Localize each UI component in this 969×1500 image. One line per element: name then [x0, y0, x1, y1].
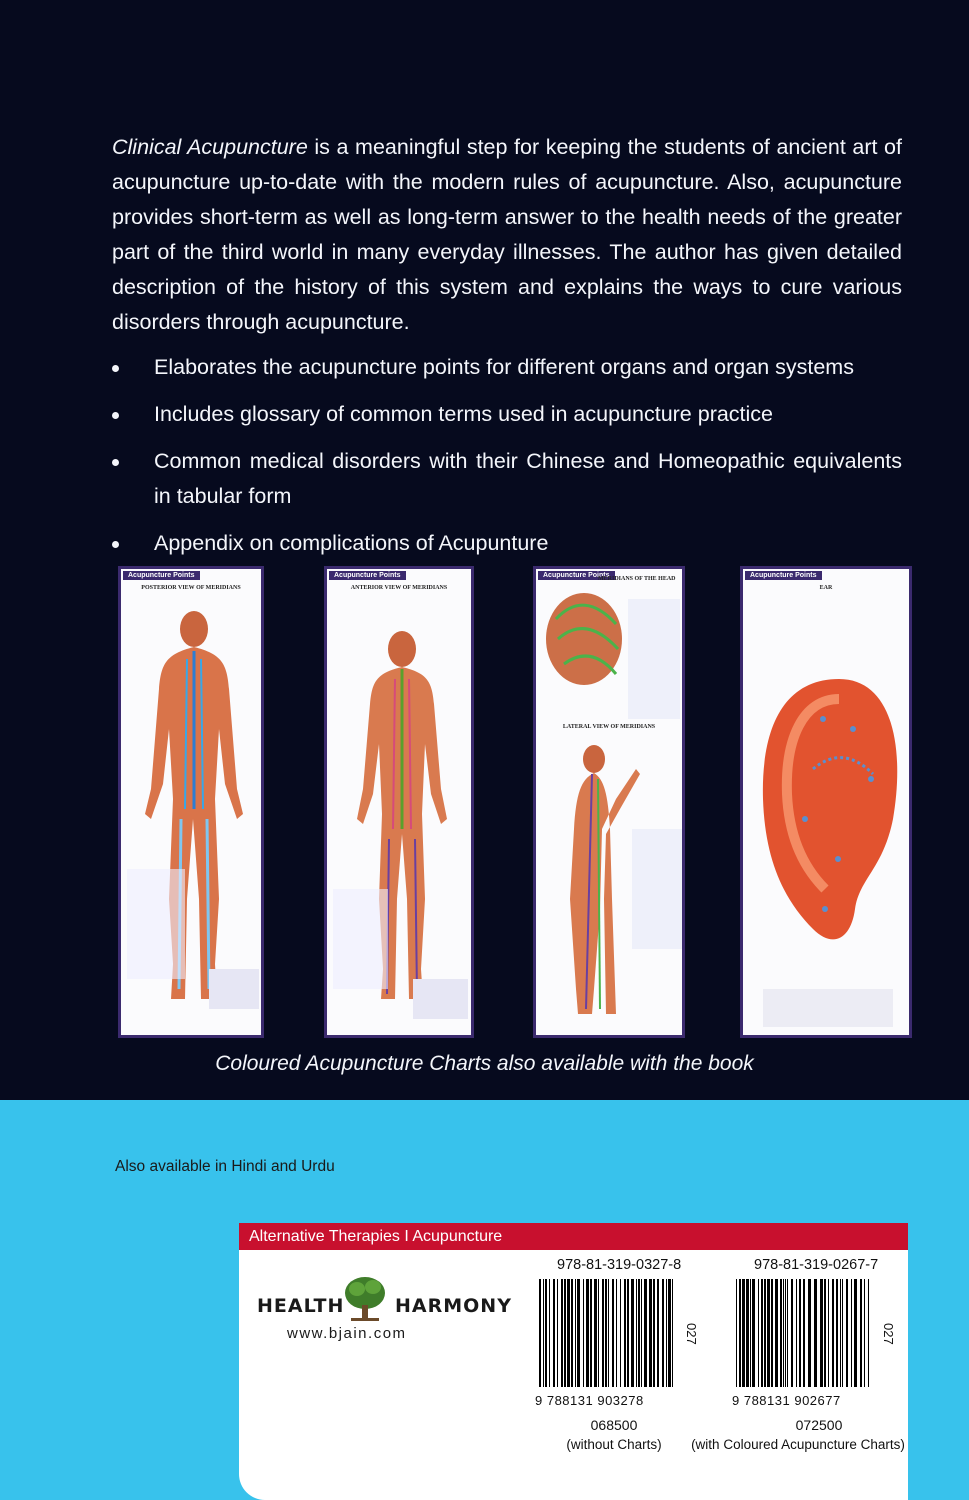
barcode-bar — [543, 1279, 544, 1387]
barcode-bar — [638, 1279, 640, 1387]
barcode-bar — [746, 1279, 749, 1387]
barcode-bar — [814, 1279, 817, 1387]
list-item — [110, 444, 902, 514]
barcode-bar — [752, 1279, 755, 1387]
feature-text: Includes glossary of common terms used in acupuncture practice — [154, 402, 774, 426]
book-title-italic: Clinical Acupuncture — [112, 135, 308, 159]
barcode-bar — [836, 1279, 838, 1387]
barcode-bar — [672, 1279, 673, 1387]
tree-icon — [343, 1275, 387, 1323]
barcode-bar — [820, 1279, 823, 1387]
barcode-bar — [553, 1279, 555, 1387]
barcode-bar — [868, 1279, 869, 1387]
publisher-word-harmony: HARMONY — [395, 1295, 512, 1317]
barcode-bar — [775, 1279, 778, 1387]
barcode-bar — [561, 1279, 563, 1387]
barcode-panel — [239, 1223, 908, 1500]
barcode-bar — [577, 1279, 580, 1387]
barcode-with-charts — [734, 1279, 874, 1389]
barcode-bar — [616, 1279, 617, 1387]
barcode-bar — [575, 1279, 576, 1387]
chart-anterior-view — [324, 566, 474, 1038]
barcode-bar — [549, 1279, 550, 1387]
barcode-bar — [666, 1279, 667, 1387]
bullet-icon — [112, 541, 119, 548]
edition-note: (with Coloured Acupuncture Charts) — [691, 1437, 905, 1452]
barcode-bar — [545, 1279, 547, 1387]
barcode-bar — [571, 1279, 573, 1387]
barcode-bar — [799, 1279, 801, 1387]
barcode-bar — [796, 1279, 797, 1387]
barcode-bar — [828, 1279, 829, 1387]
chart-subtitle: MERIDIANS OF THE HEAD — [598, 576, 676, 582]
barcode-bar — [846, 1279, 848, 1387]
barcode-bar — [736, 1279, 737, 1387]
barcode-bar — [564, 1279, 566, 1387]
barcode-bar — [662, 1279, 664, 1387]
category-bar: Alternative Therapies I Acupuncture — [239, 1223, 908, 1250]
isbn-label: 978-81-319-0327-8 — [557, 1257, 682, 1273]
isbn-label: 978-81-319-0267-7 — [754, 1257, 879, 1273]
barcode-bar — [767, 1279, 770, 1387]
chart-subtitle: ANTERIOR VIEW OF MERIDIANS — [350, 585, 448, 591]
barcode-bar — [583, 1279, 584, 1387]
barcode-bar — [764, 1279, 766, 1387]
barcode-bar — [608, 1279, 609, 1387]
barcode-bar — [785, 1279, 786, 1387]
barcode-digits: 9 788131 902677 — [732, 1393, 841, 1408]
charts-caption: Coloured Acupuncture Charts also available with the book — [215, 1052, 754, 1075]
barcode-bar — [771, 1279, 773, 1387]
chart-ear — [740, 566, 912, 1038]
barcode-bar — [657, 1279, 659, 1387]
barcode-bar — [860, 1279, 862, 1387]
barcode-bar — [758, 1279, 759, 1387]
barcode-bar — [791, 1279, 793, 1387]
chart-posterior-view — [118, 566, 264, 1038]
list-item — [110, 397, 902, 432]
description-text: is a meaningful step for keeping the students of ancient art of acupuncture up-to-date with the modern rules of acupuncture. Also, acupuncture provides short-term as well as long-term answer to the health needs of the greater part of the third world in many everyday illnesses. The author has given detailed description of the history of this system and explains the ways to cure various disorders through acupuncture. — [112, 135, 902, 334]
edition-note: (without Charts) — [566, 1437, 662, 1452]
barcode-bar — [598, 1279, 599, 1387]
barcode-digits: 9 788131 903278 — [535, 1393, 644, 1408]
chart-subtitle: EAR — [819, 585, 833, 591]
barcode-bar — [808, 1279, 811, 1387]
barcode-bar — [761, 1279, 763, 1387]
barcode-bar — [627, 1279, 629, 1387]
barcode-bar — [594, 1279, 597, 1387]
posterior-body-illustration — [121, 569, 264, 1038]
barcode-bar — [586, 1279, 589, 1387]
publisher-logo — [257, 1275, 512, 1355]
barcode-bar — [750, 1279, 751, 1387]
barcode-bar — [854, 1279, 857, 1387]
chart-tag: Acupuncture Points — [538, 571, 615, 580]
chart-tag: Acupuncture Points — [123, 571, 200, 580]
barcode-bar — [653, 1279, 655, 1387]
chart-subtitle-lateral: LATERAL VIEW OF MERIDIANS — [562, 724, 656, 730]
barcode-bar — [602, 1279, 604, 1387]
barcode-bar — [840, 1279, 841, 1387]
barcode-bar — [742, 1279, 745, 1387]
barcode-bar — [832, 1279, 834, 1387]
barcode-addon: 027 — [881, 1323, 896, 1345]
barcode-bar — [668, 1279, 671, 1387]
barcode-bar — [644, 1279, 647, 1387]
language-availability: Also available in Hindi and Urdu — [115, 1158, 335, 1175]
price-code: 072500 — [795, 1417, 843, 1433]
back-cover-blue-section — [0, 1100, 969, 1500]
chart-tag: Acupuncture Points — [745, 571, 822, 580]
barcode-bar — [641, 1279, 642, 1387]
feature-list — [110, 350, 902, 573]
bullet-icon — [112, 412, 119, 419]
barcode-bar — [612, 1279, 614, 1387]
barcode-bar — [605, 1279, 607, 1387]
chart-thumbnails — [118, 566, 913, 1040]
chart-tag: Acupuncture Points — [329, 571, 406, 580]
barcode-without-charts — [537, 1279, 677, 1389]
barcode-bar — [631, 1279, 634, 1387]
bullet-icon — [112, 365, 119, 372]
barcode-bar — [557, 1279, 558, 1387]
chart-subtitle: POSTERIOR VIEW OF MERIDIANS — [141, 585, 241, 591]
head-and-lateral-illustration — [536, 569, 685, 1038]
list-item — [110, 350, 902, 385]
barcode-bar — [590, 1279, 592, 1387]
feature-text: Appendix on complications of Acupunture — [154, 531, 549, 555]
chart-lateral-view — [533, 566, 685, 1038]
barcode-bar — [567, 1279, 570, 1387]
barcode-bar — [842, 1279, 843, 1387]
barcode-bar — [851, 1279, 852, 1387]
ear-illustration — [743, 569, 912, 1038]
barcode-bar — [649, 1279, 652, 1387]
barcode-bar — [780, 1279, 782, 1387]
barcode-bar — [620, 1279, 621, 1387]
bullet-icon — [112, 459, 119, 466]
publisher-url: www.bjain.com — [287, 1325, 407, 1342]
barcode-bar — [864, 1279, 865, 1387]
price-code: 068500 — [590, 1417, 638, 1433]
barcode-addon: 027 — [684, 1323, 699, 1345]
barcode-bar — [739, 1279, 741, 1387]
feature-text: Elaborates the acupuncture points for different organs and organ systems — [154, 355, 854, 379]
barcode-bar — [783, 1279, 784, 1387]
publisher-word-health: HEALTH — [257, 1295, 345, 1317]
barcode-bar — [624, 1279, 626, 1387]
barcode-bar — [539, 1279, 541, 1387]
anterior-body-illustration — [327, 569, 474, 1038]
barcode-bar — [787, 1279, 788, 1387]
barcode-bar — [824, 1279, 826, 1387]
list-item — [110, 526, 902, 561]
feature-text: Common medical disorders with their Chinese and Homeopathic equivalents in tabular form — [154, 449, 902, 508]
barcode-bar — [803, 1279, 805, 1387]
barcode-bar — [636, 1279, 637, 1387]
description-paragraph — [112, 130, 902, 340]
